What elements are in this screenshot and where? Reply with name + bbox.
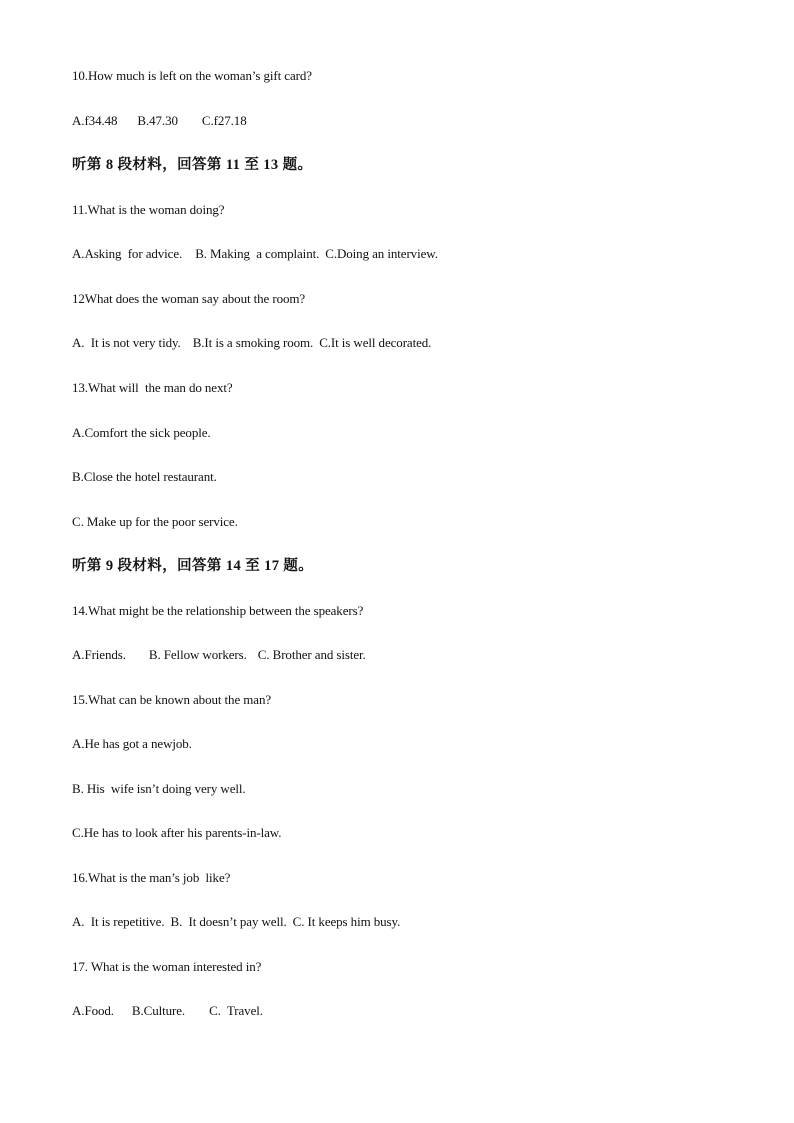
option-b: B. Fellow workers. xyxy=(148,647,247,662)
section-8-heading: 听第 8 段材料，回答第 11 至 13 题。 xyxy=(72,157,313,173)
question-17-options xyxy=(72,1003,263,1019)
section-9-heading: 听第 9 段材料，回答第 14 至 17 题。 xyxy=(72,558,314,574)
option-b: B. Making a complaint. xyxy=(195,246,320,261)
question-17-text: 17. What is the woman interested in? xyxy=(72,959,262,974)
option-c: C.It is well decorated. xyxy=(319,335,432,350)
option-a: A.f34.48 xyxy=(72,113,118,128)
option-b: B.Culture. xyxy=(131,1003,186,1018)
question-10-text: 10.How much is left on the woman’s gift card? xyxy=(72,68,312,83)
option-a: A. It is repetitive. xyxy=(72,914,165,929)
question-15-option-b: B. His wife isn’t doing very well. xyxy=(72,781,246,796)
option-b: B.It is a smoking room. xyxy=(192,335,314,350)
option-c: C.Doing an interview. xyxy=(325,246,438,261)
option-b: B. It doesn’t pay well. xyxy=(170,914,287,929)
question-12-options xyxy=(72,335,431,351)
option-a: A.Food. xyxy=(72,1003,114,1018)
option-a: A.Friends. xyxy=(72,647,126,662)
question-15-text: 15.What can be known about the man? xyxy=(72,692,272,707)
question-16-options xyxy=(72,914,400,930)
question-13-option-b: B.Close the hotel restaurant. xyxy=(72,469,217,484)
option-c: C.f27.18 xyxy=(201,113,247,128)
question-11-text: 11.What is the woman doing? xyxy=(72,202,225,217)
option-a: A. It is not very tidy. xyxy=(72,335,181,350)
option-a: A.Asking for advice. xyxy=(72,246,183,261)
option-c: C. Travel. xyxy=(209,1003,263,1018)
option-b: B.47.30 xyxy=(137,113,178,128)
question-11-options xyxy=(72,246,438,262)
question-13-text: 13.What will the man do next? xyxy=(72,380,233,395)
question-15-option-a: A.He has got a newjob. xyxy=(72,736,192,751)
question-10-options xyxy=(72,113,247,129)
question-16-text: 16.What is the man’s job like? xyxy=(72,870,231,885)
question-12-text: 12What does the woman say about the room? xyxy=(72,291,306,306)
option-c: C. It keeps him busy. xyxy=(292,914,401,929)
question-15-option-c: C.He has to look after his parents-in-law. xyxy=(72,825,282,840)
option-c: C. Brother and sister. xyxy=(257,647,366,662)
question-14-options xyxy=(72,647,366,663)
question-13-option-a: A.Comfort the sick people. xyxy=(72,425,211,440)
question-13-option-c: C. Make up for the poor service. xyxy=(72,514,238,529)
question-14-text: 14.What might be the relationship between the speakers? xyxy=(72,603,364,618)
